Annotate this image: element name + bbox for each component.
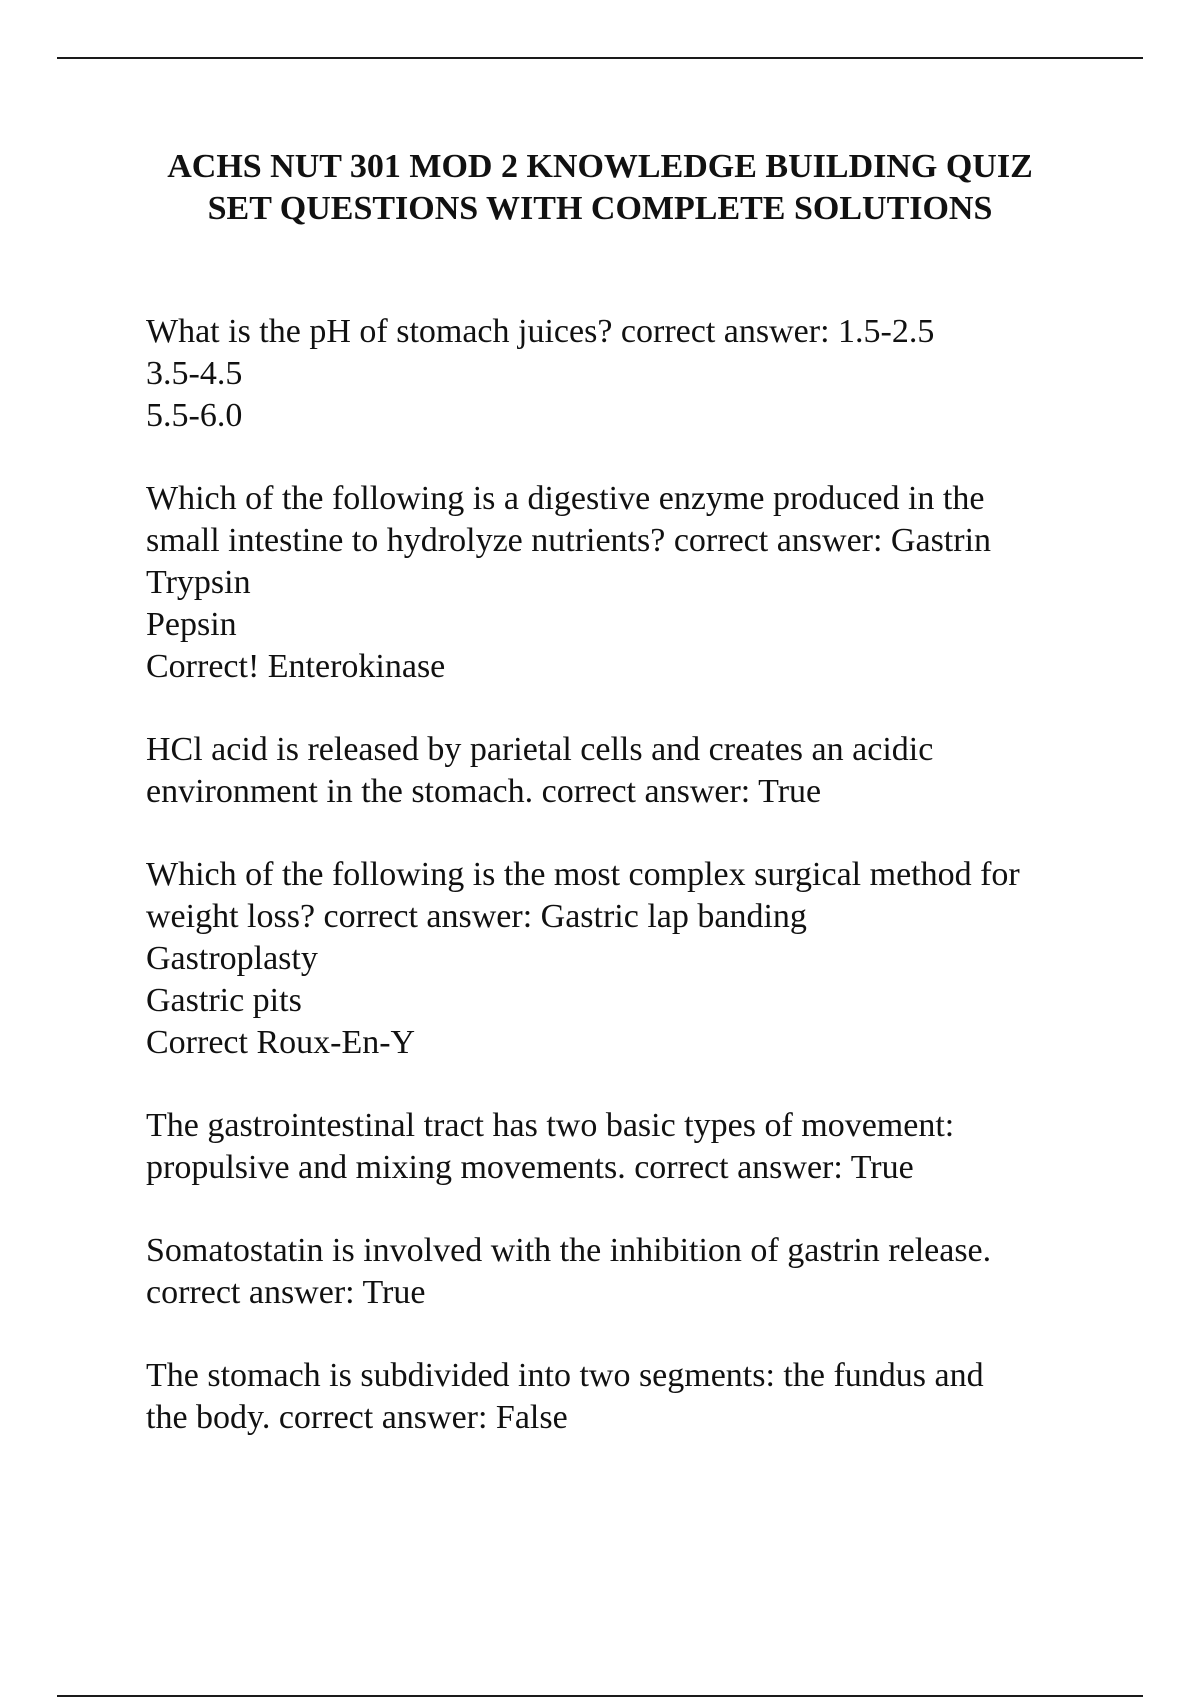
document-title xyxy=(100,146,1100,230)
question-list xyxy=(146,311,1146,1480)
question-line: weight loss? correct answer: Gastric lap banding xyxy=(146,898,807,935)
answer-option: Correct Roux-En-Y xyxy=(146,1024,416,1061)
question-block-4 xyxy=(146,854,1146,1064)
title-line-1: ACHS NUT 301 MOD 2 KNOWLEDGE BUILDING QUIZ xyxy=(167,148,1033,185)
question-line: Which of the following is the most complex surgical method for xyxy=(146,856,1020,893)
question-block-6 xyxy=(146,1230,1146,1314)
question-block-3 xyxy=(146,729,1146,813)
answer-option: Pepsin xyxy=(146,606,237,643)
answer-option: Gastroplasty xyxy=(146,940,318,977)
question-line: The stomach is subdivided into two segments: the fundus and xyxy=(146,1357,984,1394)
question-line: HCl acid is released by parietal cells and creates an acidic xyxy=(146,731,934,768)
footer-rule xyxy=(57,1695,1143,1697)
title-line-2: SET QUESTIONS WITH COMPLETE SOLUTIONS xyxy=(207,190,993,227)
question-line: Somatostatin is involved with the inhibition of gastrin release. xyxy=(146,1232,992,1269)
question-line: small intestine to hydrolyze nutrients? correct answer: Gastrin xyxy=(146,522,992,559)
question-line: Which of the following is a digestive enzyme produced in the xyxy=(146,480,985,517)
question-block-5 xyxy=(146,1105,1146,1189)
question-line: the body. correct answer: False xyxy=(146,1399,568,1436)
question-line: propulsive and mixing movements. correct answer: True xyxy=(146,1149,914,1186)
answer-option: 5.5-6.0 xyxy=(146,397,243,434)
question-block-2 xyxy=(146,478,1146,688)
question-line: What is the pH of stomach juices? correct answer: 1.5-2.5 xyxy=(146,313,935,350)
answer-option: 3.5-4.5 xyxy=(146,355,243,392)
question-line: The gastrointestinal tract has two basic types of movement: xyxy=(146,1107,955,1144)
question-line: correct answer: True xyxy=(146,1274,426,1311)
question-block-1 xyxy=(146,311,1146,437)
answer-option: Trypsin xyxy=(146,564,251,601)
question-line: environment in the stomach. correct answer: True xyxy=(146,773,822,810)
header-rule xyxy=(57,57,1143,59)
answer-option: Correct! Enterokinase xyxy=(146,648,446,685)
answer-option: Gastric pits xyxy=(146,982,302,1019)
question-block-7 xyxy=(146,1355,1146,1439)
